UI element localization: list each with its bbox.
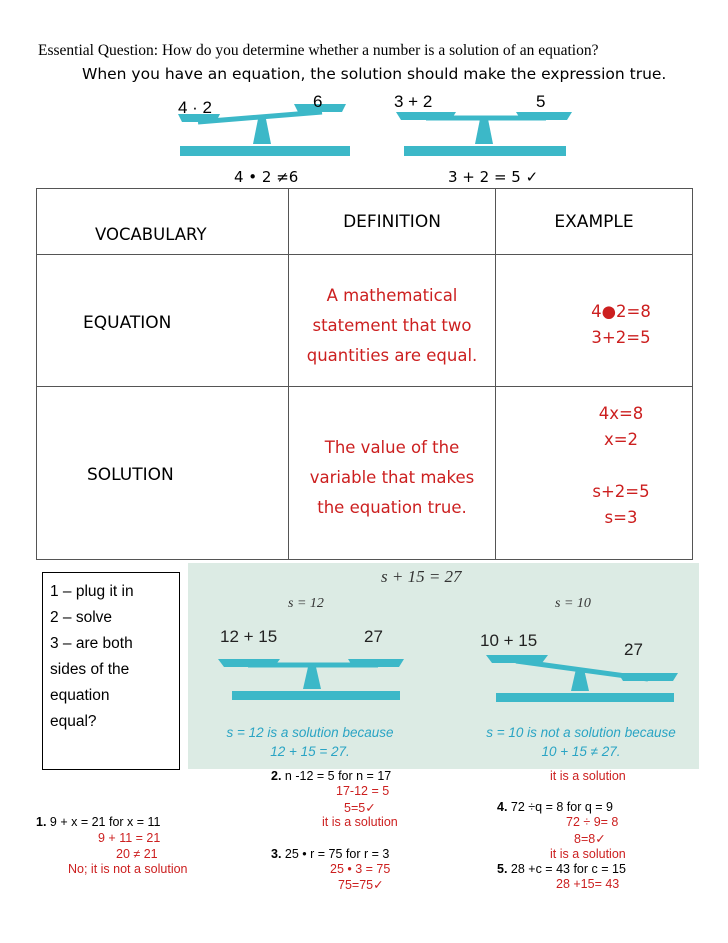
subtitle: When you have an equation, the solution should make the expression true. — [82, 65, 667, 83]
problem-1-work: No; it is not a solution — [68, 862, 188, 876]
balance-left-pan-label: 4 · 2 — [178, 98, 213, 117]
balance2-right-pan-label: 5 — [536, 92, 546, 111]
problem-1-work: 20 ≠ 21 — [116, 847, 158, 861]
steps-box — [42, 572, 180, 770]
problem-1: 1. 9 + x = 21 for x = 11 — [36, 815, 161, 829]
essential-question: Essential Question: How do you determine whether a number is a solution of an equation? — [38, 42, 599, 59]
ex-right-pan: 27 — [364, 627, 383, 646]
ex-left-pan: 12 + 15 — [220, 627, 278, 646]
balance-right-pan-label: 6 — [313, 92, 323, 111]
example-panel — [188, 563, 699, 769]
problem-3-work: 25 • 3 = 75 — [330, 862, 391, 876]
problem-3-work: 75=75✓ — [338, 878, 384, 892]
example-equation: 4●2=8 3+2=5 — [591, 302, 651, 347]
left-given: s = 12 — [288, 596, 324, 611]
step-item: 3 – are both — [50, 635, 133, 652]
right-caption: s = 10 is not a solution because 10 + 15 ≠ 27. — [486, 725, 676, 759]
problem-2-work: 17-12 = 5 — [336, 784, 390, 798]
term-solution: SOLUTION — [87, 465, 174, 485]
problem-2: 2. n -12 = 5 for n = 17 — [271, 769, 392, 783]
problem-4-work: it is a solution — [550, 847, 626, 861]
equal-caption: 3 + 2 = 5 ✓ — [448, 168, 539, 186]
unequal-caption: 4 • 2 ≠6 — [234, 168, 299, 186]
definition-solution: The value of the variable that makes the equation true. — [309, 438, 475, 517]
left-caption: s = 12 is a solution because 12 + 15 = 27. — [226, 725, 394, 759]
vocabulary-table — [36, 188, 693, 560]
header-vocabulary: VOCABULARY — [95, 225, 207, 244]
step-item: 1 – plug it in — [50, 583, 134, 600]
step-item: 2 – solve — [50, 609, 113, 626]
example-solution: 4x=8 x=2 s+2=5 s=3 — [592, 404, 650, 527]
problem-2-work: it is a solution — [322, 815, 398, 829]
balance2-left-pan-label: 3 + 2 — [394, 92, 433, 111]
problem-4-work: 72 ÷ 9= 8 — [566, 815, 619, 829]
example-balance-right — [478, 641, 698, 711]
term-equation: EQUATION — [83, 313, 172, 333]
problem-4: 4. 72 ÷q = 8 for q = 9 — [497, 800, 613, 814]
problem-5-work: 28 +15= 43 — [556, 877, 620, 891]
step-item: sides of the — [50, 661, 130, 678]
problem-note: it is a solution — [550, 769, 626, 783]
definition-equation: A mathematical statement that two quantities are equal. — [306, 286, 478, 365]
header-example: EXAMPLE — [554, 212, 634, 232]
problem-3: 3. 25 • r = 75 for r = 3 — [271, 847, 390, 861]
header-definition: DEFINITION — [343, 212, 441, 232]
right-given: s = 10 — [555, 596, 591, 611]
problem-1-work: 9 + 11 = 21 — [98, 831, 161, 845]
step-item: equation — [50, 687, 110, 704]
example-equation: s + 15 = 27 — [381, 567, 462, 586]
problem-5: 5. 28 +c = 43 for c = 15 — [497, 862, 626, 876]
ex2-left-pan: 10 + 15 — [480, 631, 538, 650]
example-balance-left — [218, 649, 418, 709]
step-item: equal? — [50, 713, 97, 730]
problem-4-work: 8=8✓ — [574, 832, 606, 846]
problem-2-work: 5=5✓ — [344, 801, 376, 815]
ex2-right-pan: 27 — [624, 640, 643, 659]
